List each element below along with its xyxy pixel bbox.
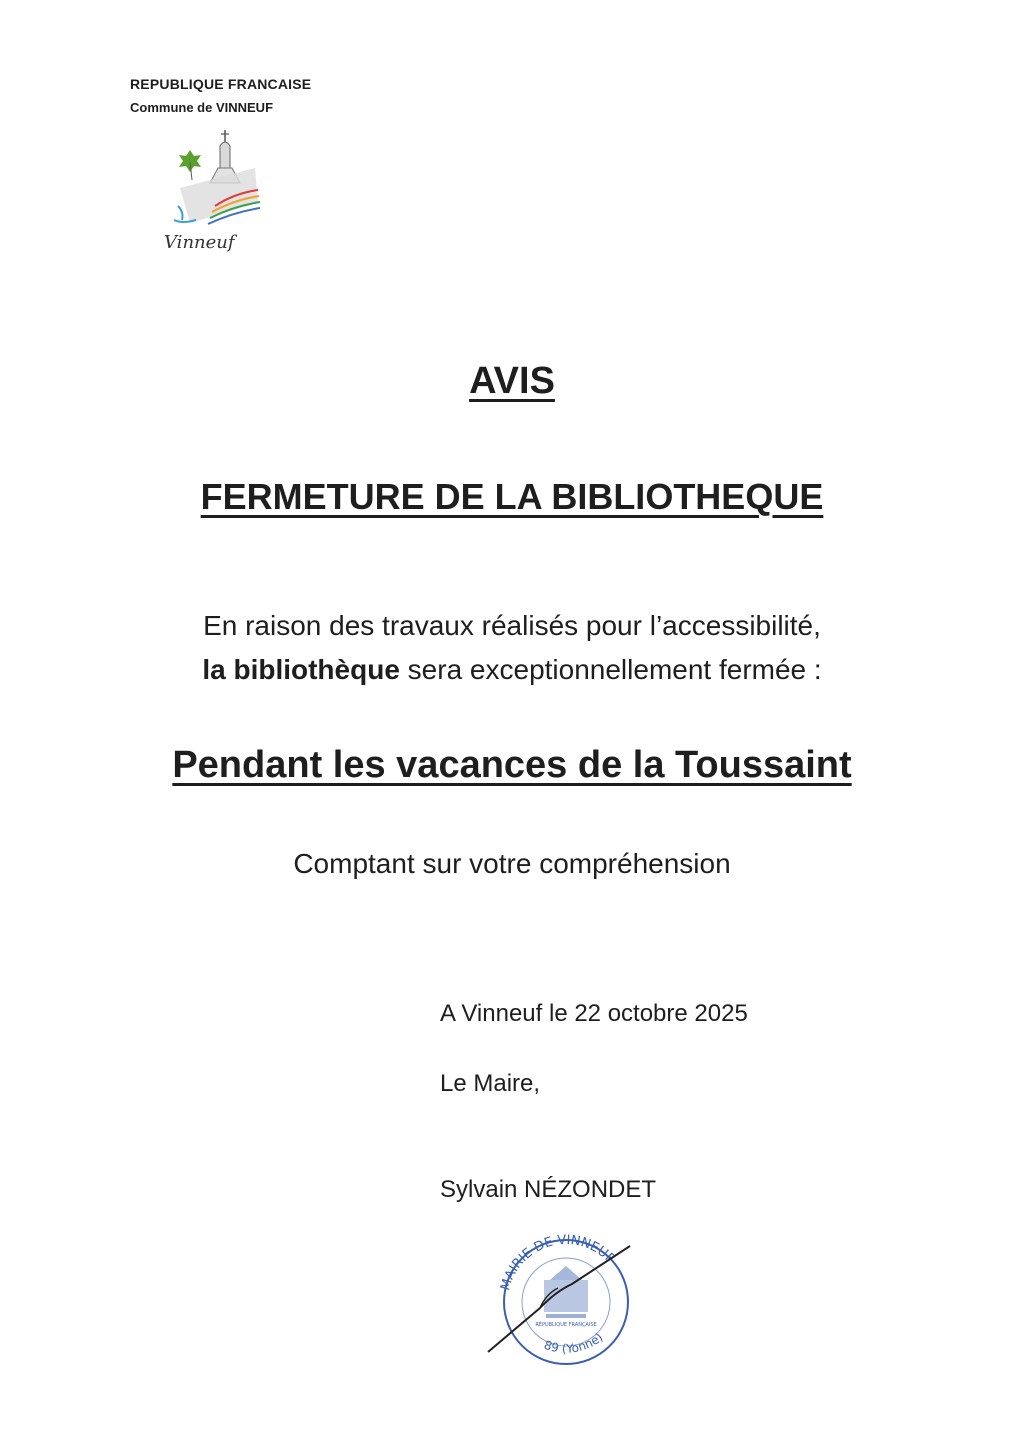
notice-closing: Comptant sur votre compréhension xyxy=(293,848,731,879)
vinneuf-logo xyxy=(160,128,270,263)
notice-paragraph xyxy=(0,604,1024,692)
svg-text:89 (Yonne) xyxy=(542,1330,605,1356)
notice-subtitle xyxy=(0,476,1024,518)
header-republic: REPUBLIQUE FRANCAISE xyxy=(130,76,312,92)
notice-title xyxy=(0,360,1024,403)
logo-text: Vinneuf xyxy=(164,232,235,253)
mairie-stamp xyxy=(480,1222,650,1367)
notice-subtitle-text: FERMETURE DE LA BIBLIOTHEQUE xyxy=(200,476,824,517)
signature-date: A Vinneuf le 22 octobre 2025 xyxy=(440,1000,748,1027)
signature-role: Le Maire, xyxy=(440,1070,541,1097)
header-commune: Commune de VINNEUF xyxy=(130,100,274,115)
notice-period-text: Pendant les vacances de la Toussaint xyxy=(172,744,852,786)
notice-line2 xyxy=(0,648,1024,692)
notice-line2-bold: la bibliothèque xyxy=(202,654,400,685)
signature-name: Sylvain NÉZONDET xyxy=(440,1176,657,1203)
stamp-top-text: MAIRIE DE VINNEUF xyxy=(498,1232,618,1293)
notice-period xyxy=(0,744,1024,787)
notice-line2-rest: sera exceptionnellement fermée : xyxy=(399,654,822,685)
stamp-bottom-text: 89 (Yonne) xyxy=(542,1330,606,1356)
stamp-inner-text: RÉPUBLIQUE FRANÇAISE xyxy=(535,1322,597,1328)
notice-title-text: AVIS xyxy=(469,360,555,402)
notice-line1: En raison des travaux réalisés pour l’accessibilité, xyxy=(203,610,821,641)
